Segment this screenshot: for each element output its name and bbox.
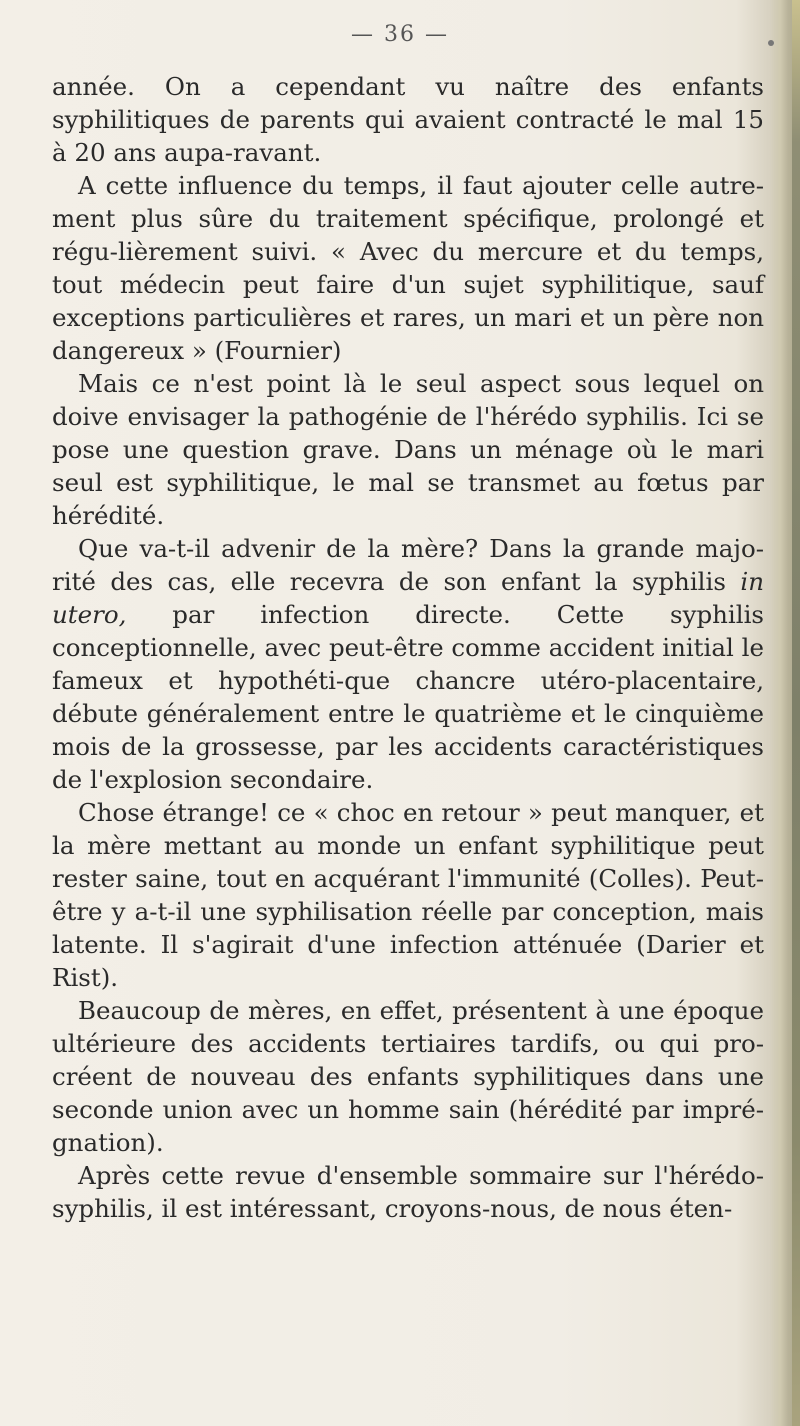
page-binding-edge xyxy=(792,0,800,1426)
paragraph-4-start: Que va-t-il advenir de la mère? Dans la grande majo-rité des cas, elle recevra de son enfant la syphilis xyxy=(52,534,764,596)
paragraph-7: Après cette revue d'ensemble sommaire sur l'hérédo-syphilis, il est intéressant, croyons-nous, de nous éten- xyxy=(52,1161,764,1223)
paragraph-2: A cette influence du temps, il faut ajouter celle autre-ment plus sûre du traitement spécifique, prolongé et régu-lièrement suivi. « Avec du mercure et du temps, tout médecin peut faire d'un sujet syphilitique, sauf exceptions particulières et rares, un mari et un père non dangereux » (Fournier) xyxy=(52,171,764,365)
paragraph-1: année. On a cependant vu naître des enfants syphilitiques de parents qui avaient contracté le mal 15 à 20 ans aupa-ravant. xyxy=(52,72,764,167)
paragraph-4-end: par infection directe. Cette syphilis conceptionnelle, avec peut-être comme accident initial le fameux et hypothéti-que chancre utéro-placentaire, débute généralement entre le quatrième et le cinquième mois de la grossesse, par les accidents caractéristiques de l'explosion secondaire. xyxy=(52,600,764,794)
paragraph-5: Chose étrange! ce « choc en retour » peut manquer, et la mère mettant au monde un enfant syphilitique peut rester saine, tout en acquérant l'immunité (Colles). Peut-être y a-t-il une syphilisation réelle par conception, mais latente. Il s'agirait d'une infection atténuée (Darier et Rist). xyxy=(52,798,764,992)
paragraph-4 xyxy=(52,532,764,796)
page-number: — 36 — xyxy=(351,22,449,47)
latin-phrase: in utero, xyxy=(52,567,764,629)
paragraph-3: Mais ce n'est point là le seul aspect sous lequel on doive envisager la pathogénie de l'hérédo syphilis. Ici se pose une question grave. Dans un ménage où le mari seul est syphilitique, le mal se transmet au fœtus par hérédité. xyxy=(52,369,764,530)
body-text xyxy=(52,70,764,1225)
paragraph-6: Beaucoup de mères, en effet, présentent à une époque ultérieure des accidents tertiaires tardifs, ou qui pro-créent de nouveau des enfants syphilitiques dans une seconde union avec un homme sain (hérédité par impré-gnation). xyxy=(52,996,764,1157)
